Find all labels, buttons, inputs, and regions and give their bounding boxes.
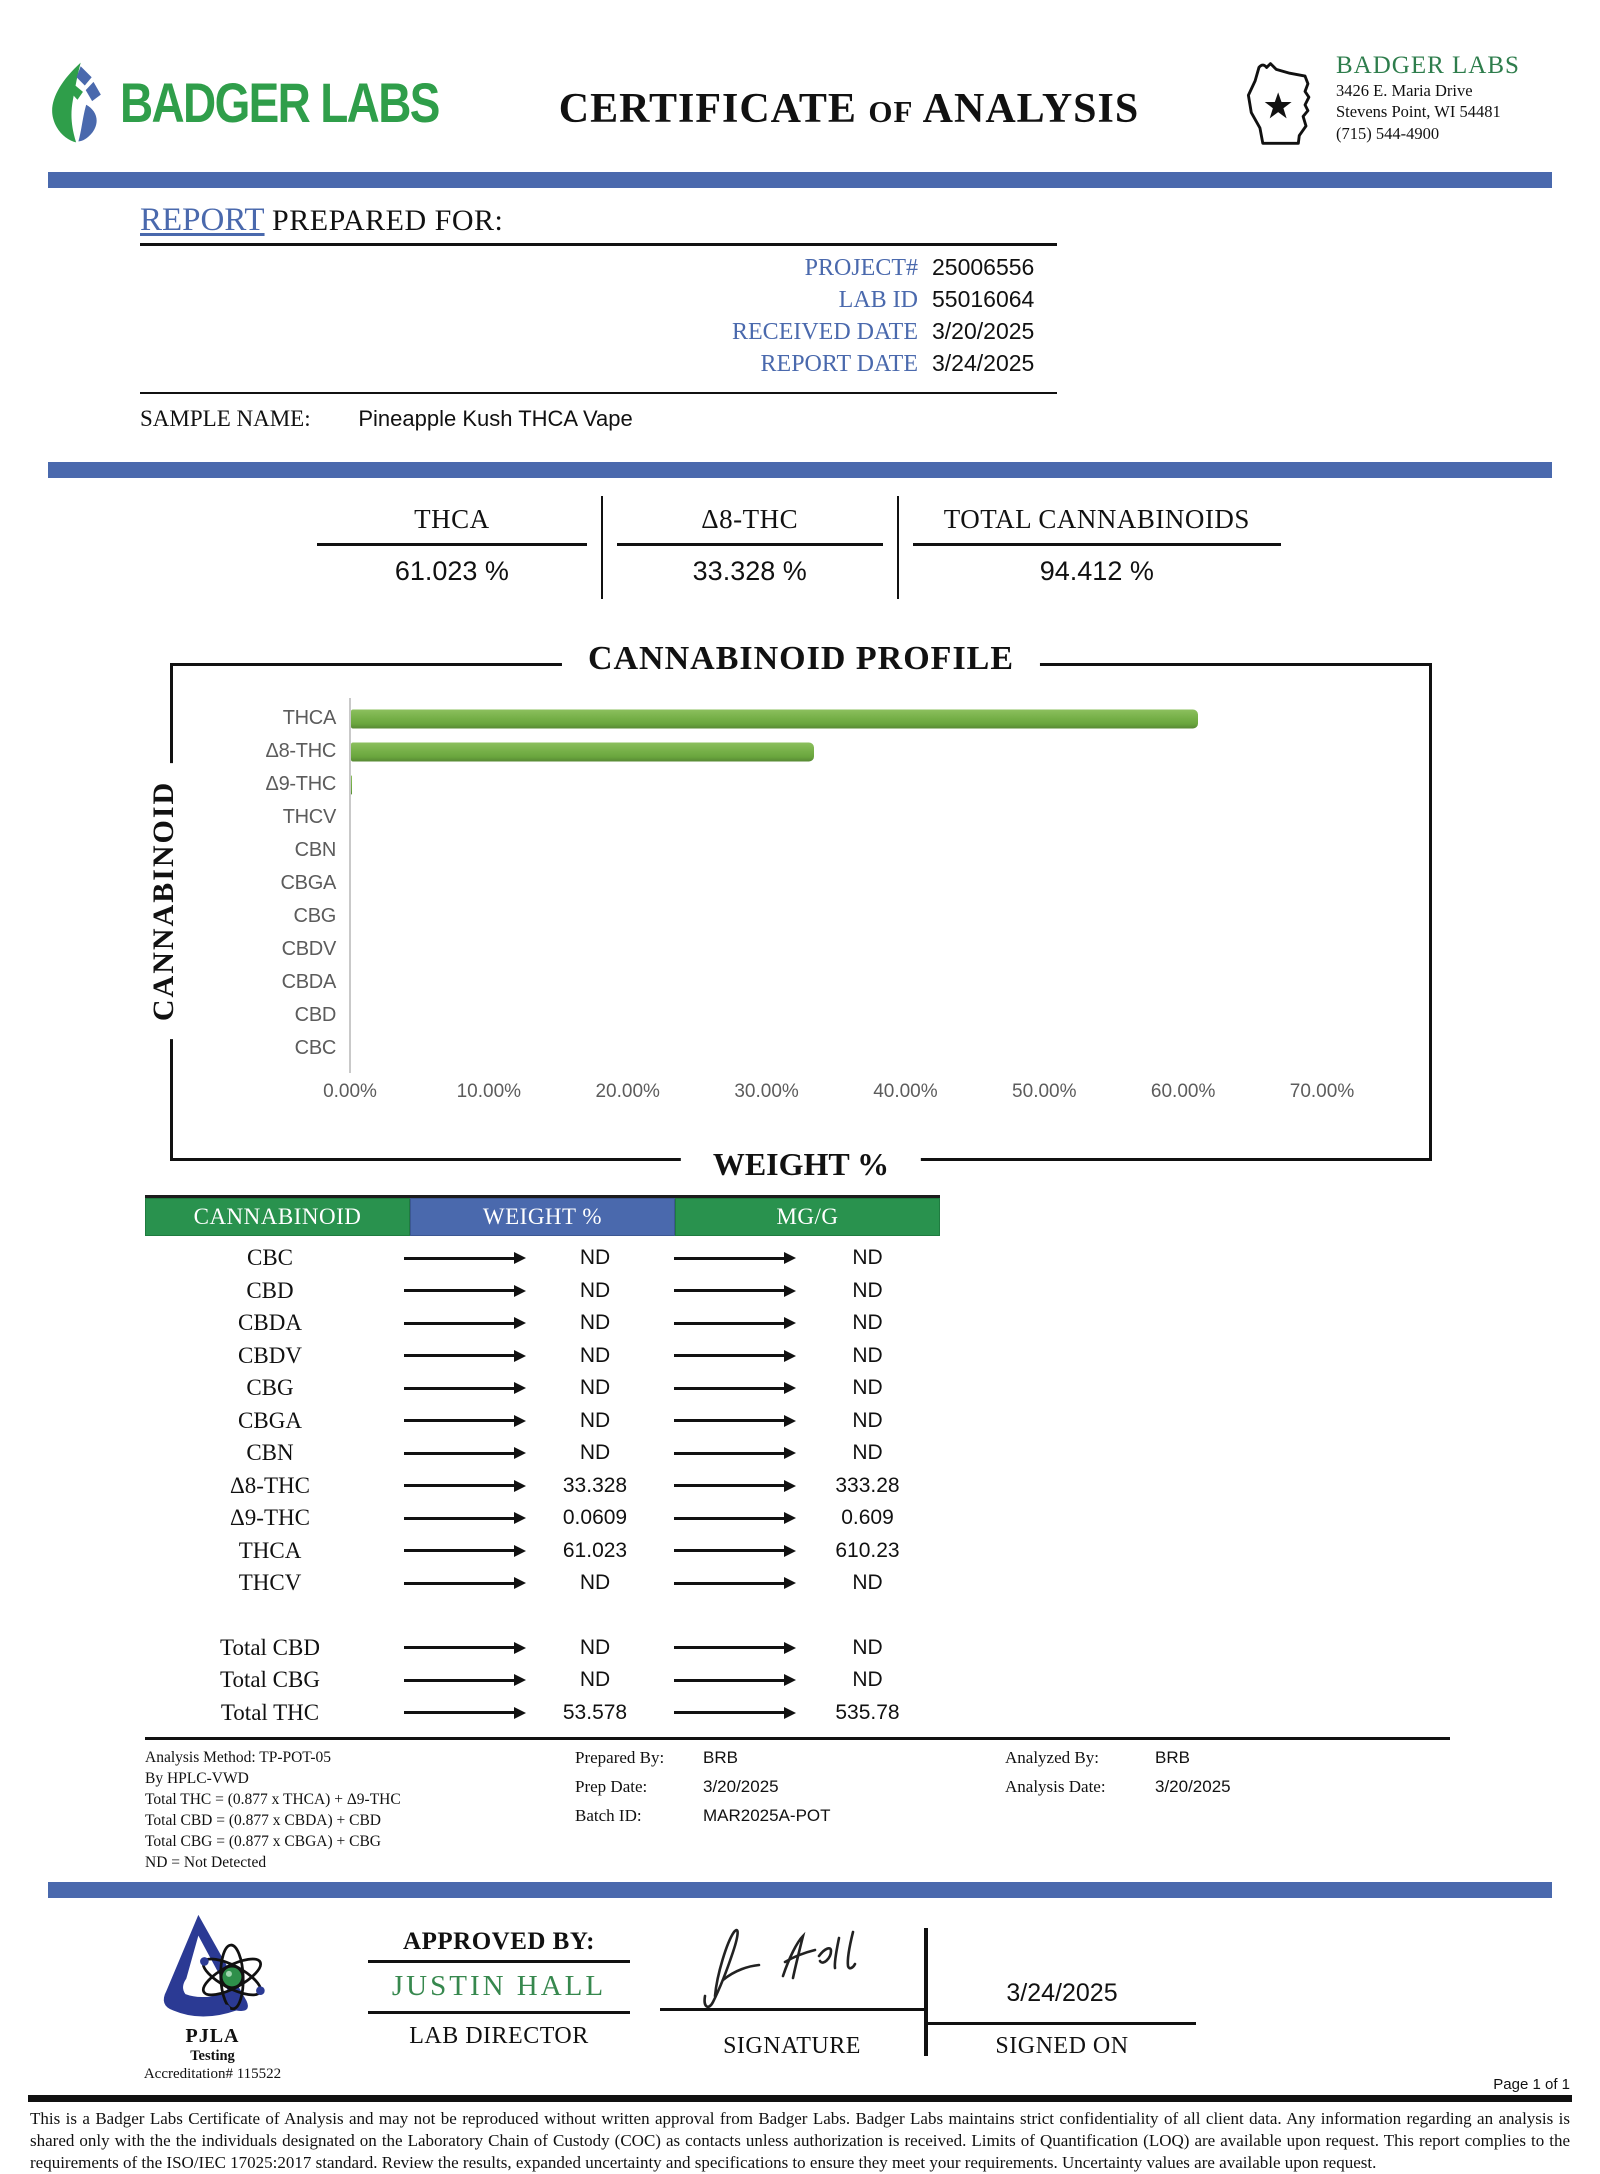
chart-bar-row [173, 900, 1429, 933]
table-row [145, 1437, 940, 1470]
method-note-line: Analysis Method: TP-POT-05 [145, 1749, 332, 1766]
method-note-line: Total CBG = (0.877 x CBGA) + CBG [145, 1832, 381, 1850]
chart-title: CANNABINOID PROFILE [562, 640, 1040, 678]
report-rule-bottom [140, 392, 1057, 394]
summary-thca-value: 61.023 % [394, 556, 509, 586]
chart-bar-row [173, 966, 1429, 999]
prep-date-label: Prep Date: [575, 1777, 648, 1796]
weight-pct-value: 0.0609 [562, 1506, 628, 1530]
chart-x-tick-label: 50.00% [1012, 1081, 1077, 1102]
lab-id-label: LAB ID [838, 287, 918, 313]
arrow-icon [395, 1452, 525, 1455]
weight-pct-value: ND [579, 1441, 611, 1465]
table-row [145, 1535, 940, 1568]
table-row [145, 1664, 940, 1697]
divider-bar-top [48, 172, 1552, 188]
lab-name: BADGER LABS [1336, 52, 1520, 79]
chart-x-tick-label: 10.00% [456, 1081, 522, 1102]
chart-bar-area [350, 966, 1429, 999]
report-heading [140, 202, 1057, 239]
potency-summary [303, 496, 1295, 599]
arrow-icon [395, 1646, 525, 1649]
weight-pct-value: ND [579, 1376, 611, 1400]
arrow-icon [395, 1582, 525, 1585]
table-row [145, 1632, 940, 1665]
summary-d8thc-value: 33.328 % [692, 556, 807, 586]
analyte-name: Total CBG [220, 1667, 320, 1693]
arrow-icon [665, 1549, 795, 1552]
table-row [145, 1340, 940, 1373]
lab-id-value: 55016064 [932, 286, 1035, 312]
received-date-label: RECEIVED DATE [732, 319, 918, 345]
arrow-icon [665, 1646, 795, 1649]
arrow-icon [665, 1419, 795, 1422]
chart-bar-area [350, 933, 1429, 966]
page-title [464, 85, 1234, 133]
chart-category-label: THCA [282, 707, 336, 729]
chart-bar-area [350, 735, 1429, 768]
chart-category-label: CBGA [280, 872, 336, 894]
chart-bar-area [350, 702, 1429, 735]
page-number: Page 1 of 1 [1493, 2075, 1570, 2093]
report-word: REPORT [140, 202, 265, 238]
arrow-icon [665, 1257, 795, 1260]
mg-g-value: 0.609 [841, 1506, 894, 1530]
prep-info-block [575, 1748, 1005, 1874]
prepared-by-row [575, 1748, 1005, 1768]
report-fields [140, 246, 1057, 388]
analyte-name: CBG [246, 1375, 294, 1401]
chart-bar-area [350, 1032, 1429, 1065]
mg-g-value: 610.23 [835, 1538, 900, 1562]
disclaimer-text: This is a Badger Labs Certificate of Analysis and may not be reproduced without written approval from Badger Labs. Badger Labs maintains strict confidentiality of all client data. Any information regarding an analysis is shared only with the the individuals designated on the Laboratory Chain of Custody (COC) as contacts unless authorization is received. Limits of Quantification (LOQ) are available upon request. This report complies to the requirements of the ISO/IEC 17025:2017 standard. Review the results, expanded uncertainty and specifications to ensure they meet your requirements. Uncertainty values are available upon request. [30, 2108, 1570, 2172]
arrow-icon [665, 1289, 795, 1292]
batch-id-label: Batch ID: [575, 1806, 642, 1825]
mg-g-value: ND [852, 1311, 883, 1335]
chart-bar-row [173, 735, 1429, 768]
chart-bar-area [350, 867, 1429, 900]
method-notes-section [145, 1737, 1450, 1874]
lab-contact-block [1234, 52, 1564, 152]
analyte-name: THCV [238, 1570, 302, 1596]
report-field-row [140, 286, 1057, 318]
footer-rule [28, 2095, 1572, 2102]
signature-area [660, 1922, 924, 2011]
lab-phone: (715) 544-4900 [1336, 123, 1440, 143]
report-field-row [140, 318, 1057, 350]
title-of: OF [868, 94, 914, 129]
chart-x-axis-label: WEIGHT % [681, 1146, 921, 1183]
report-field-row [140, 350, 1057, 382]
chart-bar-row [173, 834, 1429, 867]
arrow-icon [395, 1419, 525, 1422]
chart-bar-row [173, 999, 1429, 1032]
mg-g-value: ND [852, 1571, 883, 1595]
table-row [145, 1502, 940, 1535]
analyte-name: Δ8-THC [230, 1472, 310, 1498]
chart-y-axis-label: CANNABINOID [147, 763, 181, 1039]
analyzed-by-label: Analyzed By: [1005, 1748, 1099, 1767]
arrow-icon [395, 1679, 525, 1682]
sample-name-value: Pineapple Kush THCA Vape [358, 406, 633, 431]
prep-date-row [575, 1777, 1005, 1797]
method-note-line: Total CBD = (0.877 x CBDA) + CBD [145, 1811, 381, 1829]
chart-category-label: CBN [294, 839, 336, 861]
chart-bar-area [350, 768, 1429, 801]
signed-on-date: 3/24/2025 [928, 1922, 1196, 2025]
analyte-name: CBN [246, 1440, 294, 1466]
chart-bar-area [350, 999, 1429, 1032]
table-row [145, 1567, 940, 1600]
mg-g-value: ND [852, 1343, 883, 1367]
chart-bar-row [173, 702, 1429, 735]
analyte-name: THCA [238, 1537, 302, 1563]
brand-wordmark: BADGER LABS [120, 70, 439, 134]
chart-x-axis-ticks [173, 1081, 1429, 1107]
mg-g-value: ND [852, 1246, 883, 1270]
summary-total-label: TOTAL CANNABINOIDS [943, 504, 1250, 534]
table-row [145, 1405, 940, 1438]
mg-g-value: ND [852, 1278, 883, 1302]
chart-bar-row [173, 1032, 1429, 1065]
signature-label: SIGNATURE [723, 2032, 861, 2059]
chart-category-label: CBDA [281, 971, 336, 993]
weight-pct-value: 53.578 [562, 1700, 628, 1724]
weight-pct-value: ND [579, 1343, 611, 1367]
chart-category-label: Δ9-THC [265, 773, 336, 795]
analysis-date-row [1005, 1777, 1425, 1797]
table-row [145, 1470, 940, 1503]
chart-bar [351, 775, 352, 794]
pjla-accreditation-number: Accreditation# 115522 [143, 2065, 282, 2082]
chart-bar-area [350, 900, 1429, 933]
chart-bar-row [173, 768, 1429, 801]
prep-date-value: 3/20/2025 [703, 1777, 779, 1796]
report-field-row [140, 254, 1057, 286]
report-date-label: REPORT DATE [760, 351, 918, 377]
chart-frame [147, 640, 1432, 1182]
chart-x-tick-label: 30.00% [734, 1081, 799, 1102]
analyzed-by-row [1005, 1748, 1425, 1768]
method-notes [145, 1748, 575, 1874]
mg-g-value: ND [852, 1668, 883, 1692]
analyte-name: CBD [246, 1277, 294, 1303]
report-info-section [140, 202, 1057, 432]
mg-g-value: 535.78 [835, 1700, 900, 1724]
chart-category-label: CBD [294, 1004, 336, 1026]
arrow-icon [665, 1452, 795, 1455]
arrow-icon [395, 1289, 525, 1292]
approved-by-label: APPROVED BY: [403, 1927, 595, 1955]
weight-pct-value: ND [579, 1668, 611, 1692]
col-header-mg-g: MG/G [675, 1198, 940, 1236]
analysis-date-label: Analysis Date: [1005, 1777, 1106, 1796]
arrow-icon [395, 1322, 525, 1325]
lab-address-line1: 3426 E. Maria Drive [1336, 81, 1473, 100]
leaf-logo-icon [44, 59, 110, 145]
chart-category-label: CBDV [281, 938, 336, 960]
arrow-icon [665, 1679, 795, 1682]
chart-bar [351, 709, 1198, 728]
title-analysis: ANALYSIS [922, 86, 1140, 132]
weight-pct-value: ND [579, 1278, 611, 1302]
mg-g-value: ND [852, 1635, 883, 1659]
weight-pct-value: ND [579, 1635, 611, 1659]
arrow-icon [395, 1484, 525, 1487]
chart-category-label: Δ8-THC [265, 740, 336, 762]
results-table [145, 1195, 940, 1737]
method-note-line: By HPLC-VWD [145, 1769, 249, 1787]
arrow-icon [395, 1257, 525, 1260]
chart-bar [351, 742, 814, 761]
pjla-name: PJLA [185, 2024, 240, 2047]
arrow-icon [665, 1711, 795, 1714]
analysis-date-value: 3/20/2025 [1155, 1777, 1231, 1796]
summary-total-value: 94.412 % [1039, 556, 1154, 586]
arrow-icon [395, 1711, 525, 1714]
report-date-value: 3/24/2025 [932, 350, 1035, 376]
divider-bar-bottom [48, 1882, 1552, 1898]
chart-bar-row [173, 801, 1429, 834]
arrow-icon [395, 1549, 525, 1552]
table-row [145, 1275, 940, 1308]
weight-pct-value: 61.023 [562, 1538, 628, 1562]
prepared-by-value: BRB [703, 1748, 738, 1767]
table-row [145, 1307, 940, 1340]
chart-plot-area [173, 702, 1429, 1065]
pjla-logo-icon [138, 1908, 288, 2020]
chart-category-label: THCV [282, 806, 336, 828]
chart-x-tick-label: 20.00% [595, 1081, 660, 1102]
summary-col-d8thc [603, 496, 899, 599]
lab-address-line2: Stevens Point, WI 54481 [1336, 102, 1501, 122]
project-number-label: PROJECT# [804, 255, 918, 281]
pjla-accreditation-block [95, 1908, 330, 2083]
chart-x-tick-label: 60.00% [1150, 1081, 1216, 1102]
arrow-icon [665, 1322, 795, 1325]
chart-x-tick-label: 70.00% [1289, 1081, 1355, 1102]
chart-category-label: CBC [294, 1037, 336, 1059]
arrow-icon [665, 1354, 795, 1357]
chart-bar-row [173, 933, 1429, 966]
arrow-icon [665, 1582, 795, 1585]
arrow-icon [665, 1484, 795, 1487]
page-header [0, 0, 1600, 152]
arrow-icon [395, 1517, 525, 1520]
summary-col-thca [303, 496, 603, 599]
summary-d8thc-label: Δ8-THC [701, 504, 799, 534]
analyte-name: Total CBD [220, 1634, 320, 1660]
analyte-name: CBGA [238, 1407, 302, 1433]
arrow-icon [665, 1517, 795, 1520]
received-date-value: 3/20/2025 [932, 318, 1035, 344]
table-row [145, 1242, 940, 1275]
sample-name-label: SAMPLE NAME: [140, 406, 311, 431]
divider-bar-summary [48, 462, 1552, 478]
arrow-icon [665, 1387, 795, 1390]
mg-g-value: 333.28 [835, 1473, 900, 1497]
chart-x-tick-label: 40.00% [873, 1081, 938, 1102]
mg-g-value: ND [852, 1408, 883, 1432]
table-row [145, 1372, 940, 1405]
prepared-for-label: PREPARED FOR: [272, 204, 504, 237]
approver-title: LAB DIRECTOR [409, 2022, 589, 2049]
weight-pct-value: ND [579, 1571, 611, 1595]
pjla-subtitle: Testing [190, 2047, 235, 2064]
signed-on-label: SIGNED ON [995, 2032, 1129, 2059]
col-header-cannabinoid: CANNABINOID [145, 1198, 410, 1236]
signature-block [660, 1922, 1196, 2060]
analyte-name: CBDV [238, 1342, 302, 1368]
analyte-name: CBC [246, 1245, 294, 1271]
approver-name: JUSTIN HALL [391, 1969, 607, 2002]
results-table-header [145, 1195, 940, 1236]
arrow-icon [395, 1354, 525, 1357]
mg-g-value: ND [852, 1376, 883, 1400]
results-table-body [145, 1236, 940, 1600]
cannabinoid-profile-chart [147, 640, 1432, 1182]
weight-pct-value: ND [579, 1311, 611, 1335]
mg-g-value: ND [852, 1441, 883, 1465]
summary-thca-label: THCA [414, 504, 490, 534]
weight-pct-value: 33.328 [562, 1473, 628, 1497]
chart-bar-area [350, 834, 1429, 867]
project-number-value: 25006556 [932, 254, 1035, 280]
chart-x-tick-label: 0.00% [323, 1081, 377, 1102]
sample-name-row [140, 406, 1057, 432]
analyte-name: Total THC [220, 1699, 320, 1725]
analyte-name: CBDA [238, 1310, 302, 1336]
col-header-weight-pct: WEIGHT % [410, 1198, 675, 1236]
wisconsin-state-icon [1234, 52, 1330, 152]
table-row [145, 1697, 940, 1730]
batch-id-value: MAR2025A-POT [703, 1806, 831, 1825]
lab-address [1336, 52, 1520, 144]
weight-pct-value: ND [579, 1408, 611, 1432]
chart-bar-row [173, 867, 1429, 900]
signature-icon [687, 1918, 897, 2014]
prepared-by-label: Prepared By: [575, 1748, 665, 1767]
analysis-info-block [1005, 1748, 1425, 1874]
approval-section [0, 1908, 1600, 2082]
batch-id-row [575, 1806, 1005, 1826]
method-note-line: ND = Not Detected [145, 1853, 267, 1871]
chart-bar-area [350, 801, 1429, 834]
arrow-icon [395, 1387, 525, 1390]
analyte-name: Δ9-THC [230, 1505, 310, 1531]
results-table-totals [145, 1626, 940, 1738]
analyzed-by-value: BRB [1155, 1748, 1190, 1767]
chart-category-label: CBG [293, 905, 336, 927]
title-certificate: CERTIFICATE [558, 86, 857, 132]
summary-col-total [899, 496, 1295, 599]
badger-labs-brand [44, 59, 464, 145]
method-note-line: Total THC = (0.877 x THCA) + Δ9-THC [145, 1790, 401, 1808]
approved-by-block [368, 1928, 630, 2050]
weight-pct-value: ND [579, 1246, 611, 1270]
